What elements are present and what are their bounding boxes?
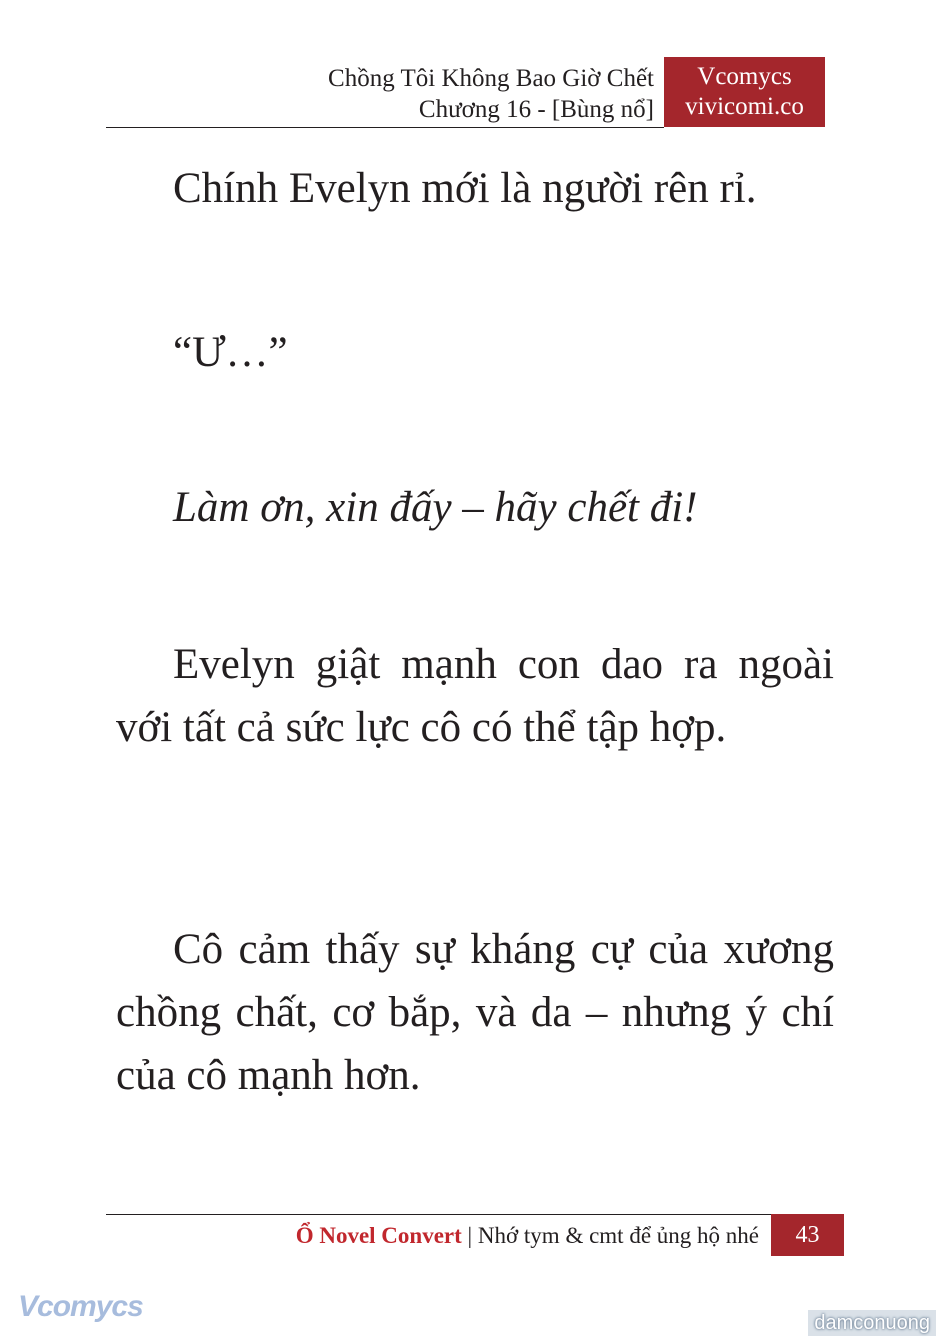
footer-note [119,1220,759,1252]
site-watermark: damconuong [808,1310,936,1336]
publisher-badge [664,57,825,127]
header-title [134,63,654,125]
footer-message: Nhớ tym & cmt để ủng hộ nhé [477,1223,759,1248]
paragraph-5: Cô cảm thấy sự kháng cự của xương chồng chất, cơ bắp, và da – nhưng ý chí của cô mạnh hơn. [116,926,834,1099]
paragraph-2: “Ư…” [173,329,288,376]
header-divider [106,127,664,128]
publisher-name: Vcomycs [697,63,792,90]
book-title: Chồng Tôi Không Bao Giờ Chết [328,65,654,92]
publisher-site: vivicomi.co [685,93,804,120]
vcomycs-logo-watermark: Vcomycs [18,1290,143,1323]
paragraph-1: Chính Evelyn mới là người rên rỉ. [173,165,757,212]
page-number: 43 [771,1214,844,1256]
chapter-title: Chương 16 - [Bùng nổ] [418,96,654,123]
footer-separator: | [467,1223,473,1248]
footer-brand: Ổ Novel Convert [295,1223,462,1248]
paragraph-3: Làm ơn, xin đấy – hãy chết đi! [173,484,698,531]
footer-divider [106,1214,771,1215]
paragraph-4: Evelyn giật mạnh con dao ra ngoài với tất cả sức lực cô có thể tập hợp. [116,641,834,751]
